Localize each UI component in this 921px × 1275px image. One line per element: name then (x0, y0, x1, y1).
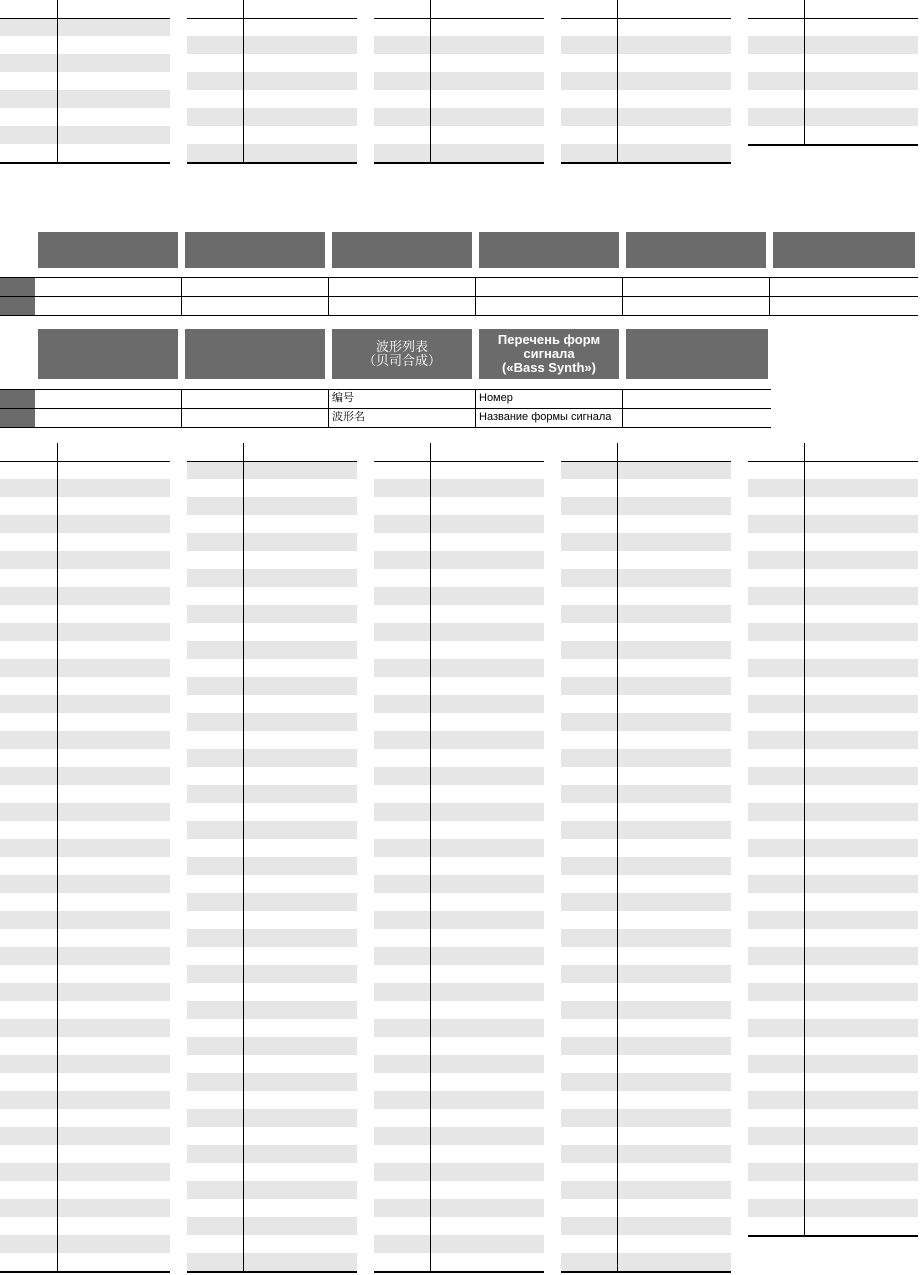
table-row (748, 515, 918, 533)
table-row (0, 911, 170, 929)
table-row (187, 1109, 357, 1127)
table-row (187, 1037, 357, 1055)
table-row (561, 713, 731, 731)
table-row (0, 803, 170, 821)
table-row (561, 1073, 731, 1091)
table-row (0, 767, 170, 785)
table-row (187, 1145, 357, 1163)
table-row (374, 839, 544, 857)
table-row (561, 785, 731, 803)
table-row (748, 623, 918, 641)
empty-list-table (187, 0, 357, 164)
table-row (561, 605, 731, 623)
band1-header-6 (773, 232, 915, 268)
table-row (374, 36, 544, 54)
table-row (187, 36, 357, 54)
table-row (0, 90, 170, 108)
table-row (187, 749, 357, 767)
table-row (748, 1091, 918, 1109)
table-row (374, 623, 544, 641)
table-row (374, 479, 544, 497)
table-row (0, 587, 170, 605)
table-row (748, 72, 918, 90)
table-row (748, 731, 918, 749)
table-row (374, 1235, 544, 1253)
table-row (748, 911, 918, 929)
table-row (374, 1091, 544, 1109)
empty-list-table (748, 443, 918, 1237)
table-row (0, 479, 170, 497)
band2-header-1 (38, 329, 178, 379)
table-row (187, 821, 357, 839)
table-row (748, 659, 918, 677)
table-row (374, 551, 544, 569)
table-row (748, 1199, 918, 1217)
table-row (0, 1163, 170, 1181)
empty-list-table (374, 0, 544, 164)
table-row (187, 785, 357, 803)
band1-header-2 (185, 232, 325, 268)
table-row (187, 144, 357, 162)
band2-header-2 (185, 329, 325, 379)
empty-list-table (561, 0, 731, 164)
table-row (0, 1199, 170, 1217)
table-row (374, 803, 544, 821)
row-tab-2 (0, 297, 35, 315)
number-label-ru: Номер (479, 392, 513, 404)
band1-header-1 (38, 232, 178, 268)
table-row (374, 695, 544, 713)
table-row (748, 1163, 918, 1181)
table-row (748, 803, 918, 821)
waveform-list-header-zh: 波形列表 （贝司合成） (332, 329, 472, 379)
table-row (374, 983, 544, 1001)
empty-list-table (187, 443, 357, 1273)
table-row (374, 515, 544, 533)
table-row (374, 587, 544, 605)
table-row (187, 857, 357, 875)
row-tab-4 (0, 409, 35, 427)
empty-list-table (561, 443, 731, 1273)
table-row (561, 144, 731, 162)
table-row (187, 1001, 357, 1019)
row-tab-3 (0, 390, 35, 408)
table-row (748, 839, 918, 857)
table-row (187, 72, 357, 90)
table-row (748, 1055, 918, 1073)
table-row (561, 1217, 731, 1235)
empty-list-table (0, 0, 170, 164)
table-row (748, 1019, 918, 1037)
table-row (561, 821, 731, 839)
number-label-zh: 编号 (332, 392, 354, 404)
row-tab-1 (0, 277, 35, 296)
table-row (0, 1055, 170, 1073)
table-row (0, 1091, 170, 1109)
table-row (561, 461, 731, 479)
table-row (0, 18, 170, 36)
table-row (561, 497, 731, 515)
table-row (0, 659, 170, 677)
table-row (374, 767, 544, 785)
table-row (748, 1127, 918, 1145)
table-row (748, 767, 918, 785)
empty-list-table (374, 443, 544, 1273)
table-row (0, 623, 170, 641)
table-row (748, 479, 918, 497)
table-row (374, 659, 544, 677)
table-row (0, 126, 170, 144)
band1-header-4 (479, 232, 619, 268)
table-row (561, 893, 731, 911)
table-row (187, 713, 357, 731)
table-row (374, 1055, 544, 1073)
table-row (748, 983, 918, 1001)
table-row (374, 1199, 544, 1217)
table-row (374, 1163, 544, 1181)
table-row (561, 965, 731, 983)
waveform-name-label-ru: Название формы сигнала (479, 411, 612, 423)
table-row (561, 929, 731, 947)
table-row (187, 108, 357, 126)
table-row (374, 1019, 544, 1037)
table-row (561, 569, 731, 587)
table-row (187, 1181, 357, 1199)
table-row (561, 677, 731, 695)
table-row (748, 695, 918, 713)
table-row (0, 695, 170, 713)
table-row (0, 875, 170, 893)
table-row (187, 533, 357, 551)
table-row (748, 36, 918, 54)
table-row (374, 947, 544, 965)
table-row (187, 1217, 357, 1235)
table-row (0, 551, 170, 569)
band2-header-5 (626, 329, 768, 379)
table-row (561, 1145, 731, 1163)
table-row (187, 605, 357, 623)
table-row (0, 1235, 170, 1253)
waveform-name-label-zh: 波形名 (332, 411, 365, 423)
table-row (187, 893, 357, 911)
table-row (0, 983, 170, 1001)
table-row (561, 1253, 731, 1271)
table-row (561, 857, 731, 875)
table-row (374, 144, 544, 162)
table-row (0, 731, 170, 749)
table-row (748, 875, 918, 893)
table-row (561, 533, 731, 551)
table-row (374, 731, 544, 749)
table-row (374, 72, 544, 90)
table-row (0, 947, 170, 965)
table-row (561, 72, 731, 90)
table-row (187, 497, 357, 515)
table-row (0, 1127, 170, 1145)
table-row (0, 839, 170, 857)
band1-header-3 (332, 232, 472, 268)
table-row (187, 929, 357, 947)
table-row (374, 911, 544, 929)
table-row (0, 515, 170, 533)
table-row (748, 947, 918, 965)
table-row (187, 677, 357, 695)
table-row (374, 1127, 544, 1145)
band1-header-5 (626, 232, 766, 268)
table-row (187, 1073, 357, 1091)
table-row (561, 1109, 731, 1127)
table-row (187, 641, 357, 659)
table-row (561, 1037, 731, 1055)
table-row (374, 108, 544, 126)
table-row (561, 108, 731, 126)
waveform-list-header-ru: Перечень форм сигнала («Bass Synth») (479, 329, 619, 379)
table-row (561, 36, 731, 54)
table-row (748, 108, 918, 126)
table-row (374, 875, 544, 893)
empty-list-table (748, 0, 918, 146)
table-row (187, 965, 357, 983)
table-row (561, 1181, 731, 1199)
table-row (0, 1019, 170, 1037)
table-row (561, 1001, 731, 1019)
table-row (187, 569, 357, 587)
table-row (561, 749, 731, 767)
table-row (748, 551, 918, 569)
table-row (561, 641, 731, 659)
table-row (187, 461, 357, 479)
table-row (187, 1253, 357, 1271)
table-row (0, 54, 170, 72)
empty-list-table (0, 443, 170, 1273)
table-row (748, 587, 918, 605)
